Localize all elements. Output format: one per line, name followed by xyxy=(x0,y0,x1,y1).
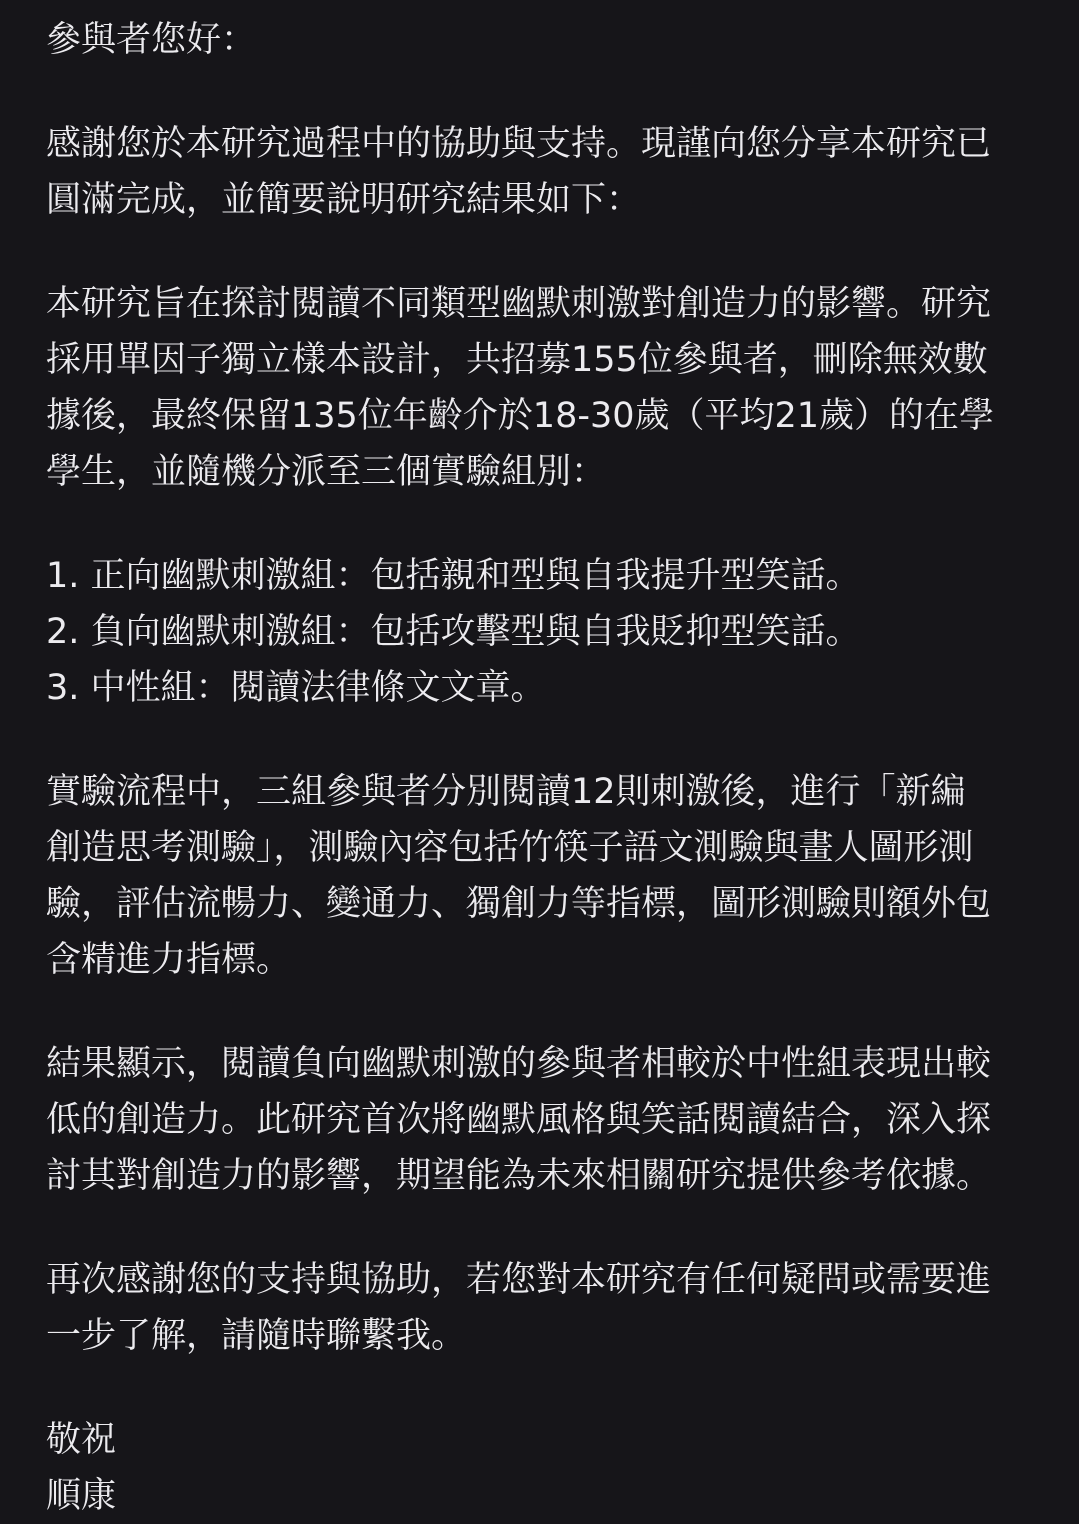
group-list-item: 2. 負向幽默刺激組：包括攻擊型與自我貶抑型笑話。 xyxy=(46,612,861,652)
group-list xyxy=(46,548,1041,716)
procedure-line: 實驗流程中，三組參與者分別閱讀12則刺激後，進行「新編 xyxy=(46,772,966,812)
method-paragraph xyxy=(46,276,1041,500)
greeting-line: 參與者您好： xyxy=(46,20,257,60)
method-line: 學生，並隨機分派至三個實驗組別： xyxy=(46,452,607,492)
intro-line: 圓滿完成，並簡要說明研究結果如下： xyxy=(46,180,642,220)
procedure-line: 創造思考測驗」，測驗內容包括竹筷子語文測驗與畫人圖形測 xyxy=(46,828,974,868)
closing-line: 一步了解，請隨時聯繫我。 xyxy=(46,1316,467,1356)
method-line: 本研究旨在探討閱讀不同類型幽默刺激對創造力的影響。研究 xyxy=(46,284,992,324)
procedure-line: 驗，評估流暢力、變通力、獨創力等指標，圖形測驗則額外包 xyxy=(46,884,992,924)
results-line: 結果顯示，閱讀負向幽默刺激的參與者相較於中性組表現出較 xyxy=(46,1044,992,1084)
procedure-line: 含精進力指標。 xyxy=(46,940,292,980)
signoff-line: 順康 xyxy=(46,1476,117,1516)
intro-line: 感謝您於本研究過程中的協助與支持。現謹向您分享本研究已 xyxy=(46,124,992,164)
paragraph-gap xyxy=(46,988,1041,1036)
results-line: 低的創造力。此研究首次將幽默風格與笑話閱讀結合，深入探 xyxy=(46,1100,992,1140)
letter-body xyxy=(46,12,1041,1524)
intro-paragraph xyxy=(46,116,1041,228)
paragraph-gap xyxy=(46,716,1041,764)
results-paragraph xyxy=(46,1036,1041,1204)
method-line: 採用單因子獨立樣本設計，共招募155位參與者，刪除無效數 xyxy=(46,340,988,380)
signoff-line: 敬祝 xyxy=(46,1420,117,1460)
method-line: 據後，最終保留135位年齡介於18-30歲（平均21歲）的在學 xyxy=(46,396,995,436)
closing-paragraph xyxy=(46,1252,1041,1364)
group-list-item: 1. 正向幽默刺激組：包括親和型與自我提升型笑話。 xyxy=(46,556,861,596)
procedure-paragraph xyxy=(46,764,1041,988)
closing-line: 再次感謝您的支持與協助，若您對本研究有任何疑問或需要進 xyxy=(46,1260,992,1300)
paragraph-gap xyxy=(46,228,1041,276)
paragraph-gap xyxy=(46,68,1041,116)
signoff xyxy=(46,1412,1041,1524)
paragraph-gap xyxy=(46,1364,1041,1412)
group-list-item: 3. 中性組：閱讀法律條文文章。 xyxy=(46,668,546,708)
results-line: 討其對創造力的影響，期望能為未來相關研究提供參考依據。 xyxy=(46,1156,992,1196)
paragraph-gap xyxy=(46,500,1041,548)
paragraph-gap xyxy=(46,1204,1041,1252)
